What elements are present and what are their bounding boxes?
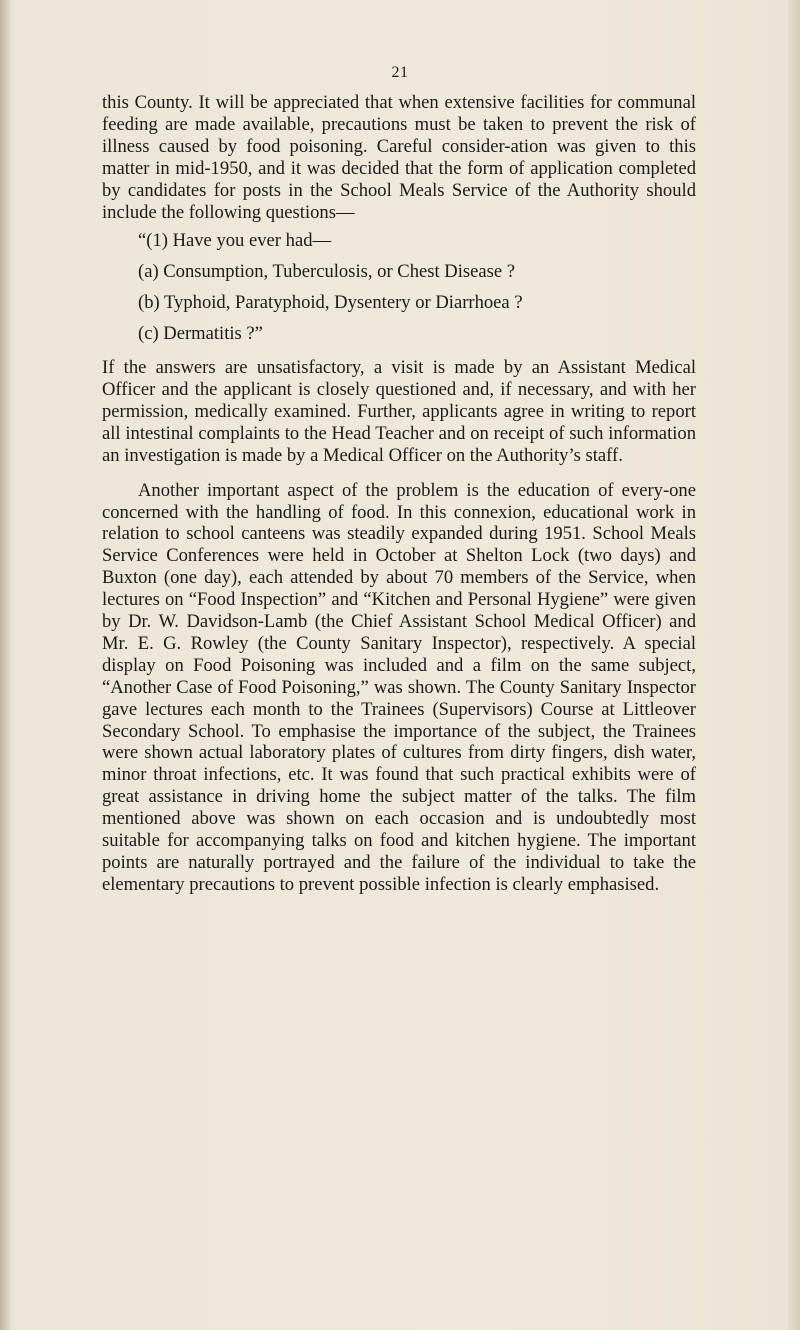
education-paragraph: Another important aspect of the problem is the education of every-one concerned with the handling of food. In this connexion, educational work in relation to school canteens was steadily expanded during 1951. School Meals Service Conferences were held in October at Shelton Lock (two days) and Buxton (one day), each attended by about 70 members of the Service, when lectures on “Food Inspection” and “Kitchen and Personal Hygiene” were given by Dr. W. Davidson-Lamb (the Chief Assistant School Medical Officer) and Mr. E. G. Rowley (the County Sanitary Inspector), respectively. A special display on Food Poisoning was included and a film on the same subject, “Another Case of Food Poisoning,” was shown. The County Sanitary Inspector gave lectures each month to the Trainees (Supervisors) Course at Littleover Secondary School. To emphasise the importance of the subject, the Trainees were shown actual laboratory plates of cultures from dirty fingers, dish water, minor throat infections, etc. It was found that such practical exhibits were of great assistance in driving home the subject matter of the talks. The film mentioned above was shown on each occasion and is undoubtedly most suitable for accompanying talks on food and kitchen hygiene. The important points are naturally portrayed and the failure of the individual to take the elementary precautions to prevent possible infection is clearly emphasised. — [102, 479, 696, 895]
page-number: 21 — [391, 64, 409, 81]
question-b: (b) Typhoid, Paratyphoid, Dysentery or Diarrhoea ? — [138, 292, 523, 314]
page-right-edge — [788, 0, 800, 1330]
question-1: “(1) Have you ever had— — [138, 230, 332, 252]
question-a: (a) Consumption, Tuberculosis, or Chest Disease ? — [138, 261, 516, 283]
body-text — [102, 92, 696, 896]
page-left-edge — [0, 0, 10, 1330]
intro-paragraph: this County. It will be appreciated that when extensive facilities for communal feeding are made available, precautions must be taken to prevent the risk of illness caused by food poisoning. Careful consider-ation was given to this matter in mid-1950, and it was decided that the form of application completed by candidates for posts in the School Meals Service of the Authority should include the following questions— — [102, 92, 696, 223]
answers-paragraph: If the answers are unsatisfactory, a visit is made by an Assistant Medical Officer and the applicant is closely questioned and, if necessary, and with her permission, medically examined. Further, applicants agree in writing to report all intestinal complaints to the Head Teacher and on receipt of such information an investigation is made by a Medical Officer on the Authority’s staff. — [102, 357, 696, 466]
question-c: (c) Dermatitis ?” — [138, 323, 263, 345]
